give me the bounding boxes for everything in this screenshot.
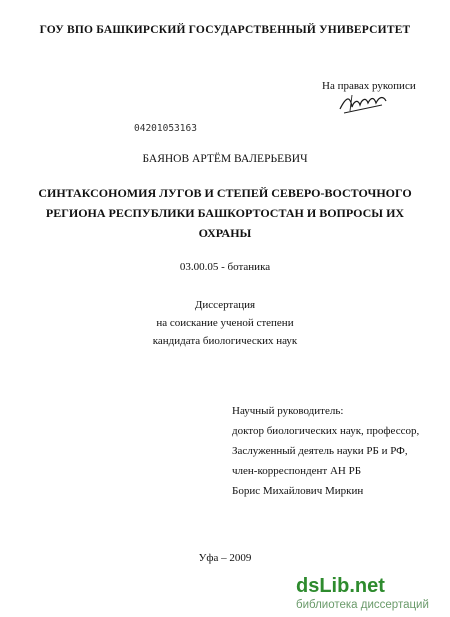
author-name: БАЯНОВ АРТЁМ ВАЛЕРЬЕВИЧ bbox=[142, 153, 308, 165]
supervisor-line: Борис Михайлович Миркин bbox=[232, 485, 364, 497]
supervisor-line: Научный руководитель: bbox=[232, 405, 344, 417]
degree-line: Диссертация bbox=[194, 299, 256, 311]
supervisor-line: доктор биологических наук, профессор, bbox=[232, 425, 420, 437]
degree-line: кандидата биологических наук bbox=[152, 335, 298, 347]
supervisor-block bbox=[232, 401, 419, 501]
watermark-tagline: библиотека диссертаций bbox=[296, 599, 429, 611]
dissertation-title bbox=[0, 183, 450, 243]
manuscript-rights-note: На правах рукописи bbox=[322, 80, 416, 92]
handwritten-signature bbox=[338, 91, 398, 117]
supervisor-line: член-корреспондент АН РБ bbox=[232, 465, 362, 477]
city-year: Уфа – 2009 bbox=[198, 552, 252, 564]
title-line: СИНТАКСОНОМИЯ ЛУГОВ И СТЕПЕЙ СЕВЕРО-ВОСТОЧНОГО bbox=[38, 186, 412, 200]
watermark[interactable] bbox=[296, 575, 446, 615]
document-number: 04201053163 bbox=[134, 123, 197, 134]
degree-line: на соискание ученой степени bbox=[156, 317, 294, 329]
specialty-code: 03.00.05 - ботаника bbox=[179, 261, 271, 273]
degree-statement bbox=[0, 296, 450, 350]
university-name: ГОУ ВПО БАШКИРСКИЙ ГОСУДАРСТВЕННЫЙ УНИВЕРСИТЕТ bbox=[39, 24, 411, 36]
supervisor-line: Заслуженный деятель науки РБ и РФ, bbox=[232, 445, 408, 457]
watermark-logo[interactable]: dsLib.net bbox=[296, 575, 385, 597]
title-line: РЕГИОНА РЕСПУБЛИКИ БАШКОРТОСТАН И ВОПРОСЫ ИХ bbox=[45, 206, 405, 220]
title-line: ОХРАНЫ bbox=[198, 226, 252, 240]
